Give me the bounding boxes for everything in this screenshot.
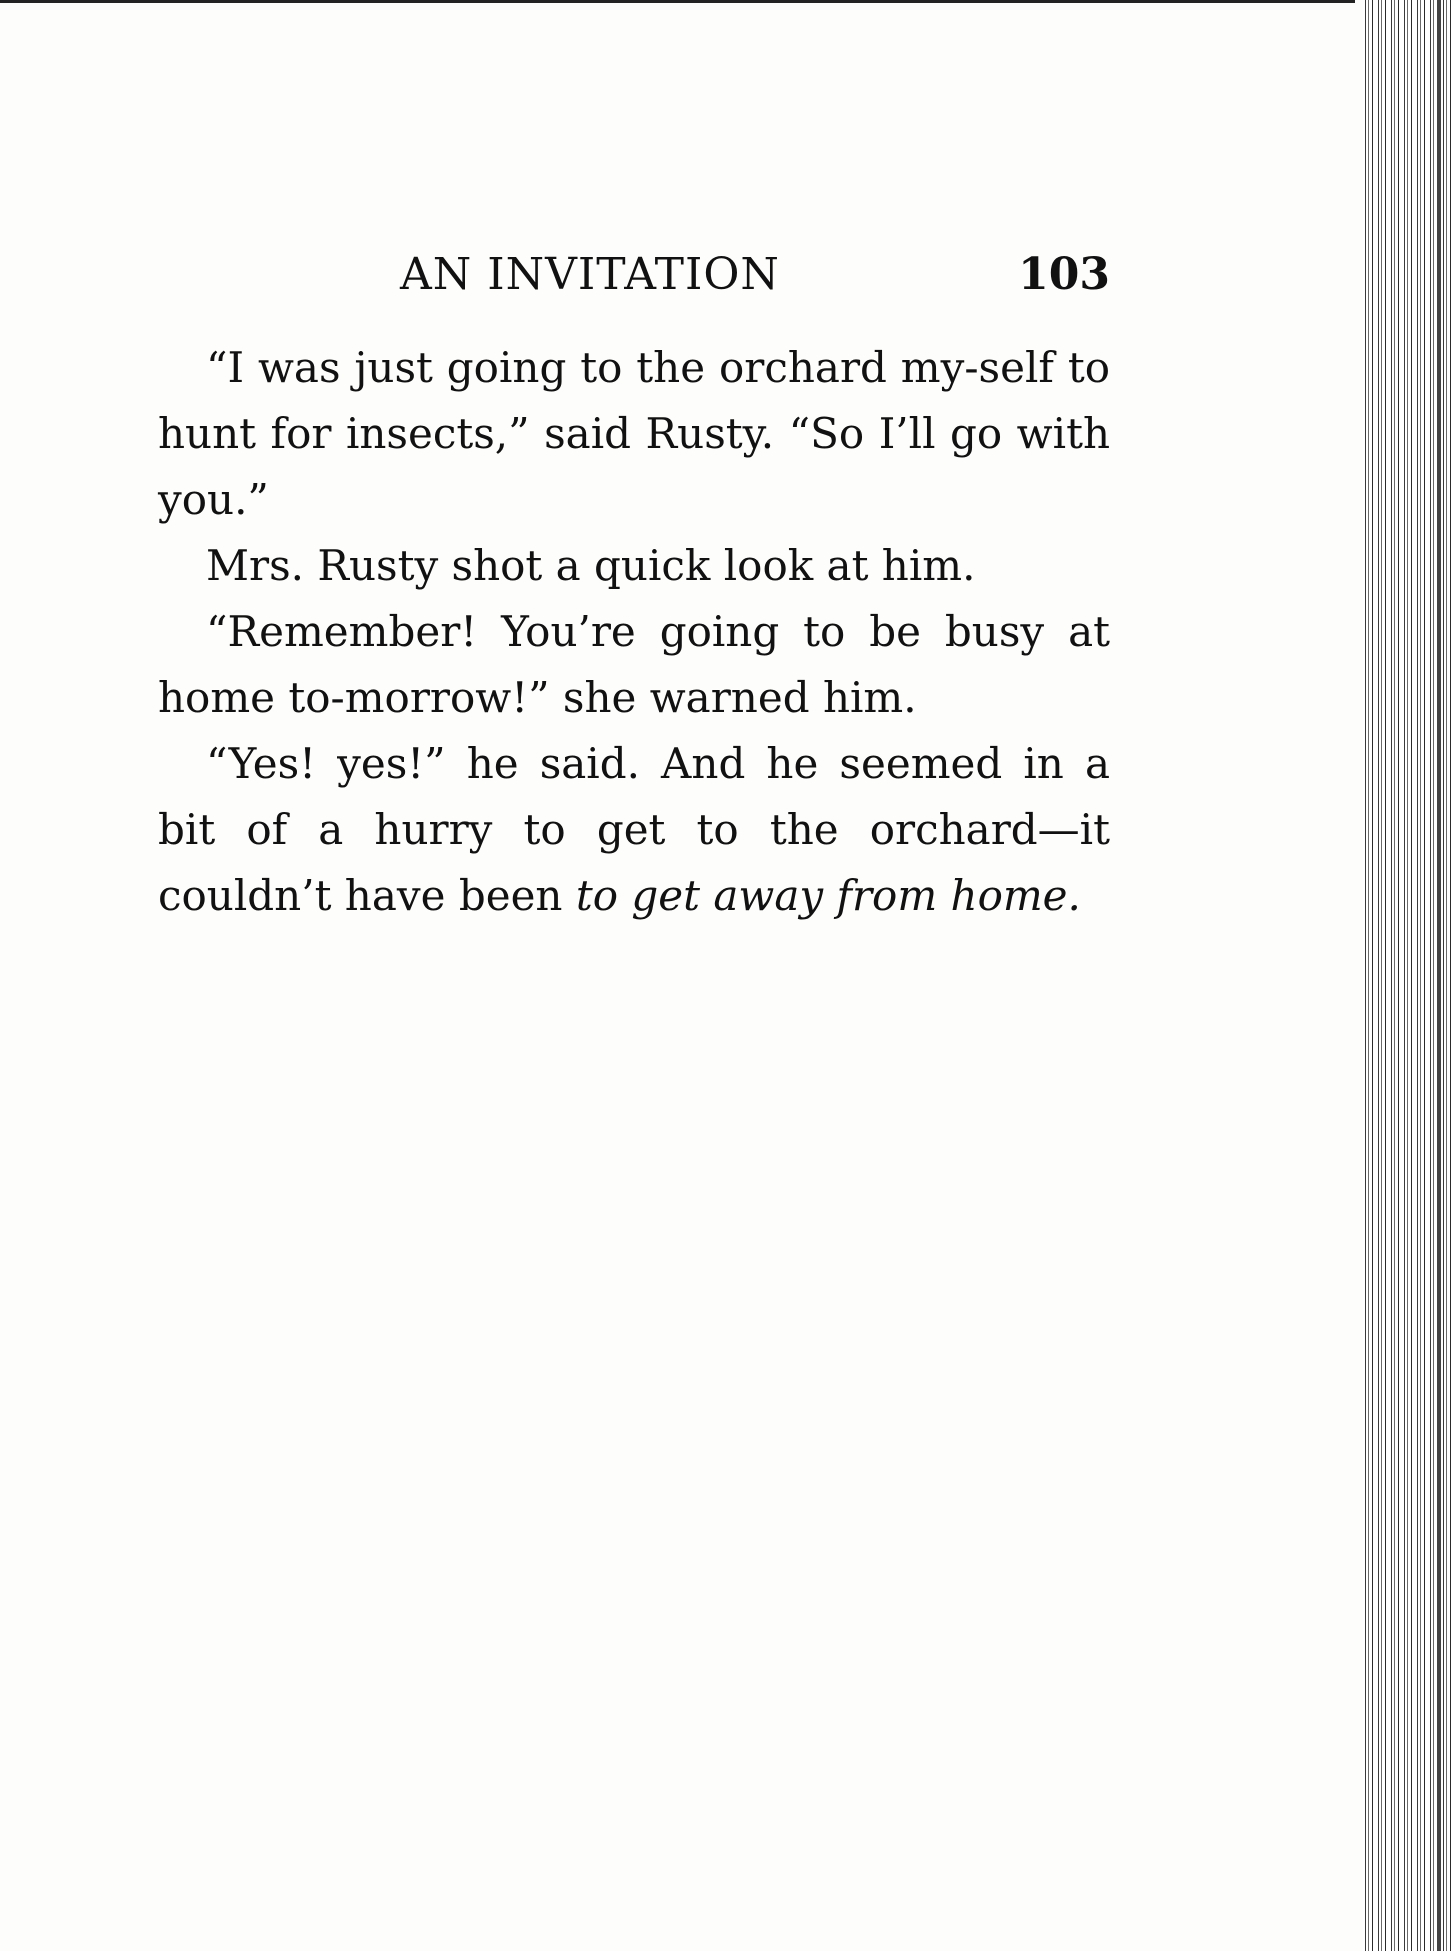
paragraph-4 <box>158 731 1110 929</box>
running-title: AN INVITATION <box>400 249 780 300</box>
running-head <box>400 245 1110 305</box>
body-text <box>158 335 1110 929</box>
paragraph-2: Mrs. Rusty shot a quick look at him. <box>206 541 976 590</box>
page-number: 103 <box>1018 249 1110 300</box>
page-binding-shadow <box>1437 0 1441 1951</box>
italic-phrase: to get away from home. <box>575 871 1081 920</box>
paragraph-3: “Remember! You’re going to be busy at home to-morrow!” she warned him. <box>158 607 1110 722</box>
page-top-edge <box>0 0 1355 3</box>
paragraph-1: “I was just going to the orchard my-self to hunt for insects,” said Rusty. “So I’ll go with you.” <box>158 343 1110 524</box>
paragraph-4-text: “Yes! yes!” he said. And he seemed in a bit of a hurry to get to the orchard—it couldn’t have been <box>158 739 1110 920</box>
